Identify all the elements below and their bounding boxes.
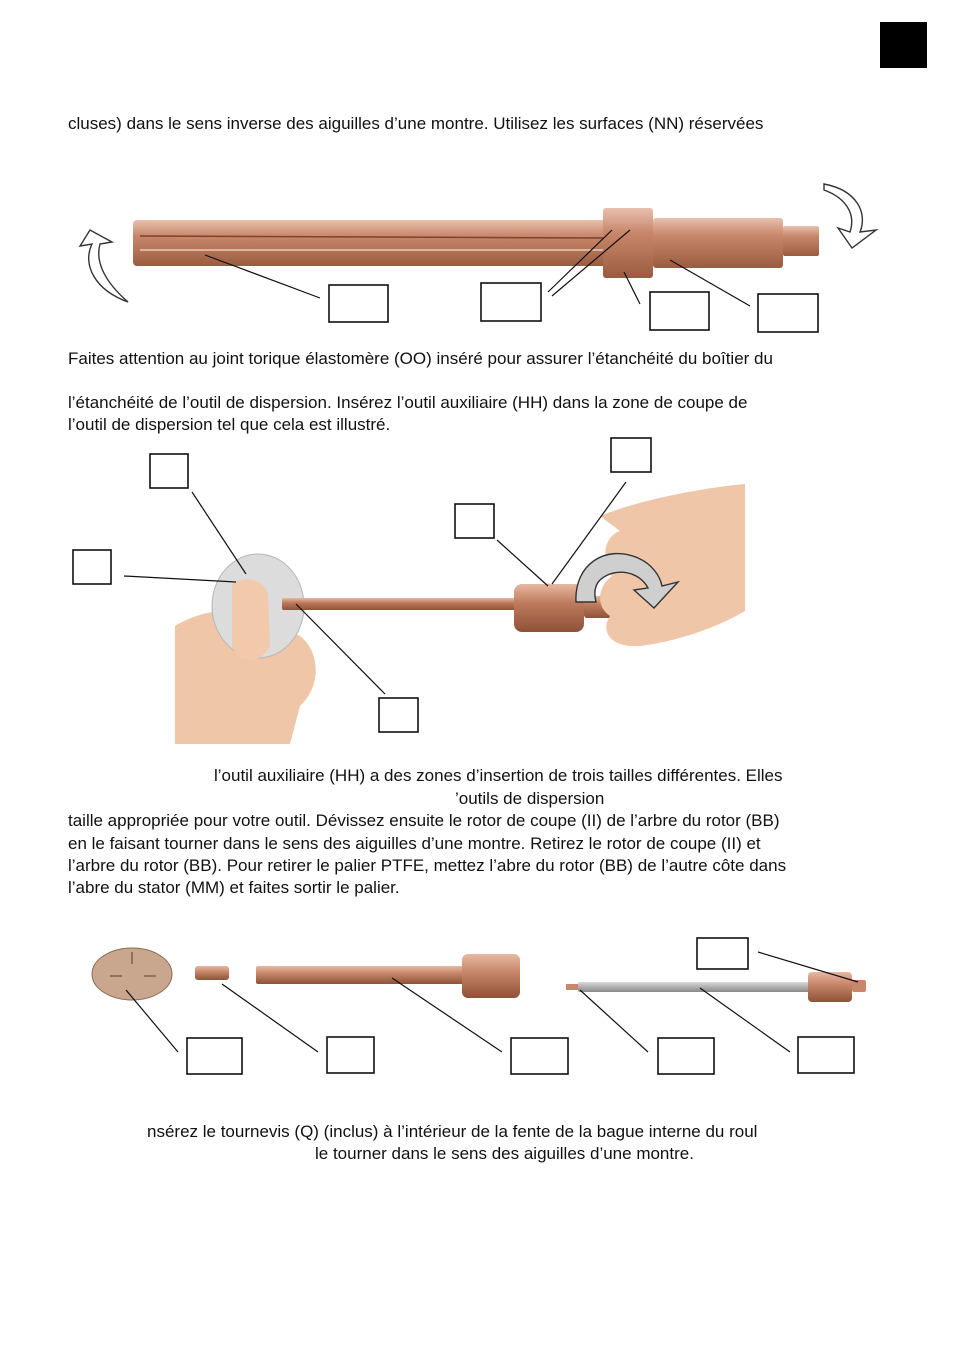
stator-tube: [256, 966, 466, 984]
label-box-12: [511, 1038, 568, 1074]
shaft-collar: [603, 208, 653, 278]
label-box-1: [329, 285, 388, 322]
shaft-tube: [133, 220, 613, 266]
label-box-3: [650, 292, 709, 330]
paragraph-4-line-5: l’arbre du rotor (BB). Pour retirer le palier PTFE, mettez l’abre du rotor (BB) de l’autre côte dans: [68, 856, 787, 875]
figure-disassembled-parts: [0, 930, 954, 1080]
label-box-10: [187, 1038, 242, 1074]
rotate-arrow-left-icon: [80, 230, 128, 302]
paragraph-4-line-3: taille appropriée pour votre outil. Dévissez ensuite le rotor de coupe (II) de l’arbre du rotor (BB): [68, 811, 780, 830]
label-box-11: [327, 1037, 374, 1073]
paragraph-3-line-1: l’étanchéité de l’outil de dispersion. Insérez l’outil auxiliaire (HH) dans la zone de coupe de: [68, 393, 748, 412]
label-box-6: [73, 550, 111, 584]
paragraph-4-line-4: en le faisant tourner dans le sens des aiguilles d’une montre. Retirez le rotor de coupe (II) et: [68, 834, 761, 853]
paragraph-5-line-2: le tourner dans le sens des aiguilles d’une montre.: [315, 1144, 694, 1163]
page-corner-marker: [880, 22, 927, 68]
tool-shaft: [282, 598, 522, 610]
tool-head: [514, 584, 584, 632]
label-box-2: [481, 283, 541, 321]
label-box-13: [658, 1038, 714, 1074]
paragraph-5-line-1: nsérez le tournevis (Q) (inclus) à l’intérieur de la fente de la bague interne du roul: [147, 1122, 758, 1141]
label-box-7: [455, 504, 494, 538]
figure-stator-shaft: [0, 170, 954, 340]
label-box-15: [697, 938, 748, 969]
rotor-collar: [808, 972, 852, 1002]
label-box-5: [150, 454, 188, 488]
shaft-thread: [783, 226, 819, 256]
paragraph-4-line-6: l’abre du stator (MM) et faites sortir le palier.: [68, 878, 400, 897]
label-box-4: [758, 294, 818, 332]
paragraph-1: cluses) dans le sens inverse des aiguilles d’une montre. Utilisez les surfaces (NN) réservées: [68, 114, 764, 133]
rotate-arrow-right-icon: [824, 184, 876, 248]
rotor-shaft: [578, 982, 810, 992]
label-box-8: [611, 438, 651, 472]
label-box-14: [798, 1037, 854, 1073]
cutting-rotor: [195, 966, 229, 980]
paragraph-2: Faites attention au joint torique élastomère (OO) inséré pour assurer l’étanchéité du boîtier du: [68, 349, 773, 368]
paragraph-4-line-2: ’outils de dispersion: [455, 789, 605, 808]
stator-head: [462, 954, 520, 998]
paragraph-4-line-1: l’outil auxiliaire (HH) a des zones d’insertion de trois tailles différentes. Elles: [214, 766, 783, 785]
figure-auxiliary-tool-insertion: [0, 436, 954, 748]
label-box-9: [379, 698, 418, 732]
paragraph-3-line-2: l’outil de dispersion tel que cela est illustré.: [68, 415, 391, 434]
